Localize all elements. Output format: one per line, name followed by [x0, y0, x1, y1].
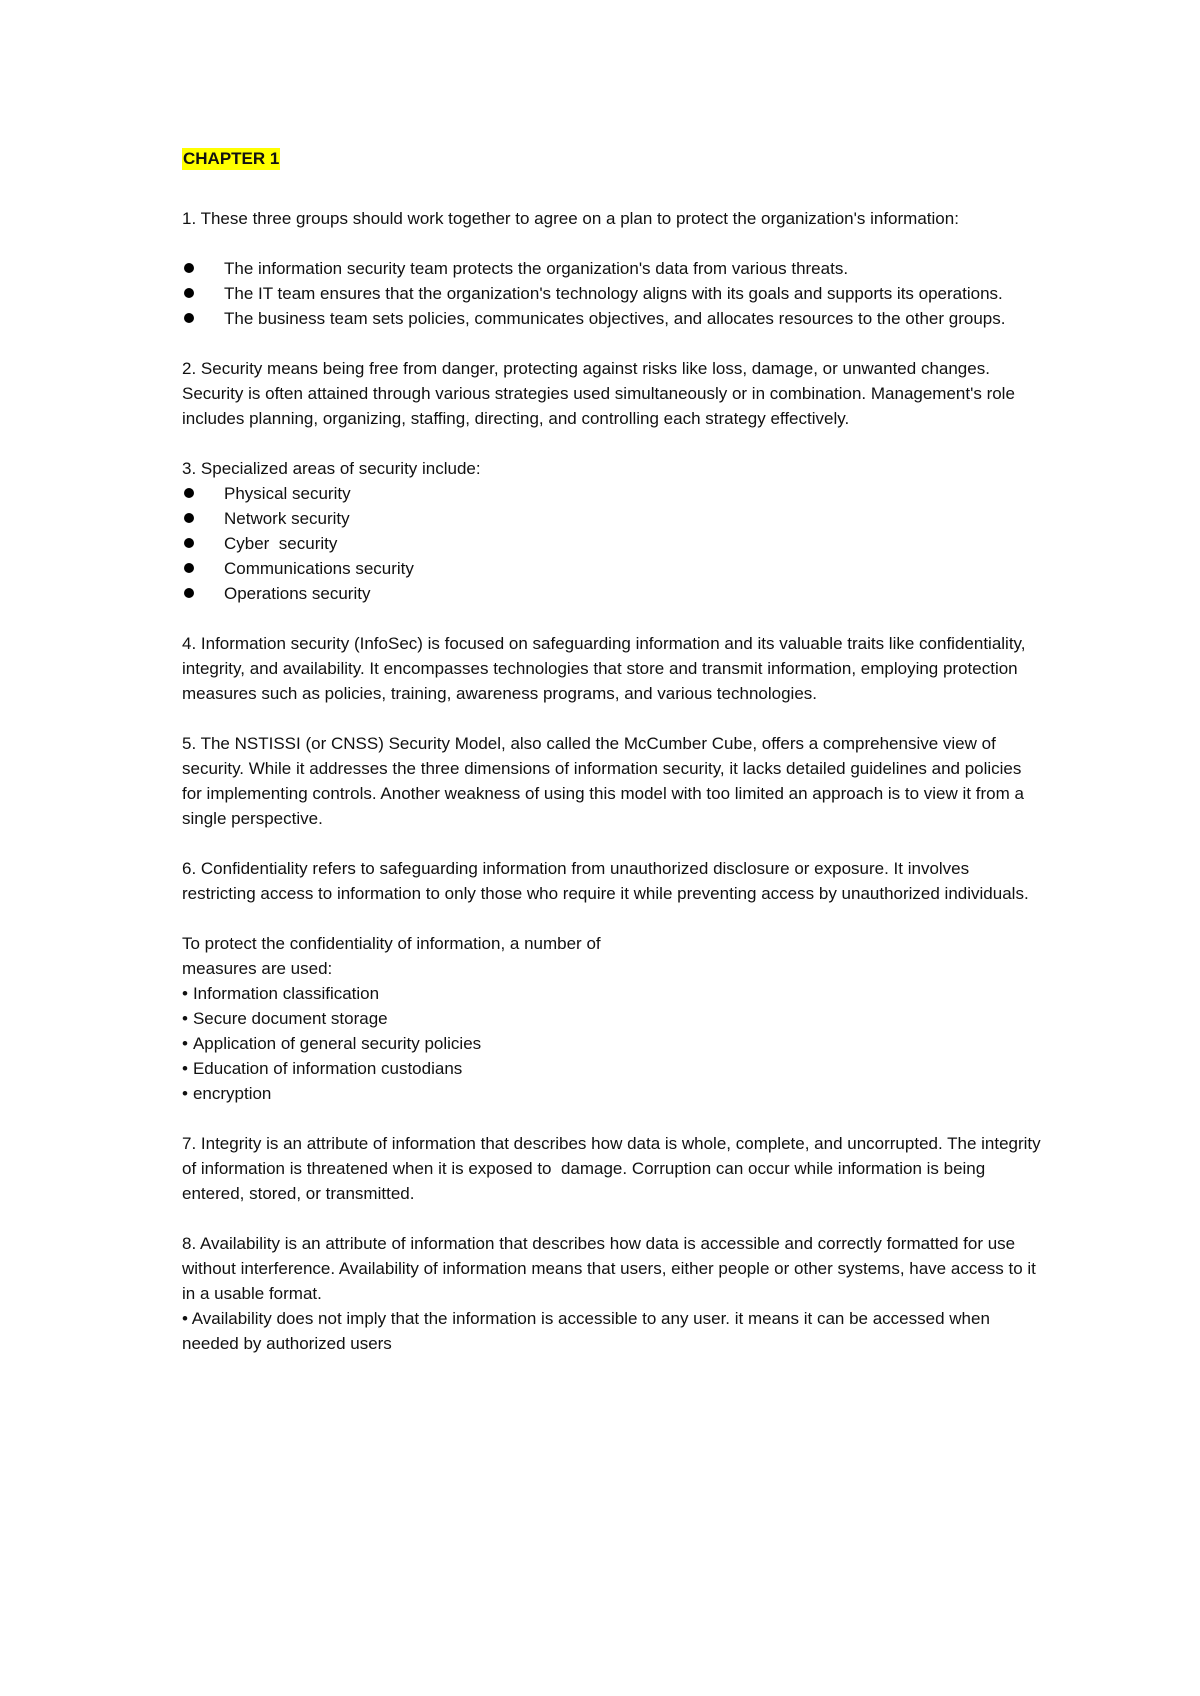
bullet-icon: •: [182, 1084, 188, 1103]
bullet-icon: [184, 513, 194, 523]
confidentiality-list: [182, 981, 1042, 1106]
document-body: [182, 146, 1046, 1356]
section-7: 7. Integrity is an attribute of information that describes how data is whole, complete, and uncorrupted. The integrity of information is threatened when it is exposed to damage. Corruption can occur while information is being entered, stored, or transmitted.: [182, 1134, 1046, 1203]
list-item: • Application of general security policies: [182, 1031, 1042, 1056]
section-6: 6. Confidentiality refers to safeguarding information from unauthorized disclosure or exposure. It involves restricting access to information to only those who require it while preventing access by unauthorized individuals.: [182, 859, 1029, 903]
bullet-icon: [184, 288, 194, 298]
section-3-list: [182, 481, 1042, 606]
bullet-icon: [184, 563, 194, 573]
confidentiality-measures: [182, 931, 1042, 1106]
list-item: • encryption: [182, 1081, 1042, 1106]
bullet-icon: [184, 588, 194, 598]
section-2: 2. Security means being free from danger, protecting against risks like loss, damage, or unwanted changes. Security is often attained through various strategies used simultaneously or in combination. Management's role includes planning, organizing, staffing, directing, and controlling each strategy effectively.: [182, 359, 1015, 428]
bullet-icon: [184, 263, 194, 273]
chapter-title: CHAPTER 1: [183, 149, 280, 168]
list-item: • Education of information custodians: [182, 1056, 1042, 1081]
list-item: Communications security: [182, 556, 1042, 581]
list-item: Physical security: [182, 481, 1042, 506]
section-1-intro: 1. These three groups should work together to agree on a plan to protect the organization's information:: [182, 209, 959, 228]
section-5: 5. The NSTISSI (or CNSS) Security Model, also called the McCumber Cube, offers a comprehensive view of security. While it addresses the three dimensions of information security, it lacks detailed guidelines and policies for implementing controls. Another weakness of using this model with too limited an approach is to view it from a single perspective.: [182, 734, 1024, 828]
list-item: The IT team ensures that the organization's technology aligns with its goals and supports its operations.: [182, 281, 1042, 306]
list-item: • Secure document storage: [182, 1006, 1042, 1031]
confidentiality-intro-line-2: measures are used:: [182, 959, 333, 978]
section-1-list: [182, 256, 1042, 331]
section-4: 4. Information security (InfoSec) is focused on safeguarding information and its valuable traits like confidentiality, integrity, and availability. It encompasses technologies that store and transmit information, employing protection measures such as policies, training, awareness programs, and various technologies.: [182, 634, 1026, 703]
list-item: The information security team protects the organization's data from various threats.: [182, 256, 1042, 281]
list-item: Network security: [182, 506, 1042, 531]
section-3-intro: 3. Specialized areas of security include:: [182, 459, 481, 478]
list-item: The business team sets policies, communicates objectives, and allocates resources to the other groups.: [182, 306, 1042, 331]
bullet-icon: [184, 313, 194, 323]
list-item: Cyber security: [182, 531, 1042, 556]
bullet-icon: •: [182, 1009, 188, 1028]
list-item: • Information classification: [182, 981, 1042, 1006]
bullet-icon: •: [182, 984, 188, 1003]
confidentiality-intro-line-1: To protect the confidentiality of information, a number of: [182, 934, 601, 953]
bullet-icon: [184, 488, 194, 498]
section-8: 8. Availability is an attribute of information that describes how data is accessible and correctly formatted for use without interference. Availability of information means that users, either people or other systems, have access to it in a usable format.: [182, 1234, 1036, 1303]
bullet-icon: •: [182, 1059, 188, 1078]
bullet-icon: •: [182, 1034, 188, 1053]
list-item: Operations security: [182, 581, 1042, 606]
section-8-note: • Availability does not imply that the information is accessible to any user. it means it can be accessed when needed by authorized users: [182, 1309, 990, 1353]
bullet-icon: [184, 538, 194, 548]
